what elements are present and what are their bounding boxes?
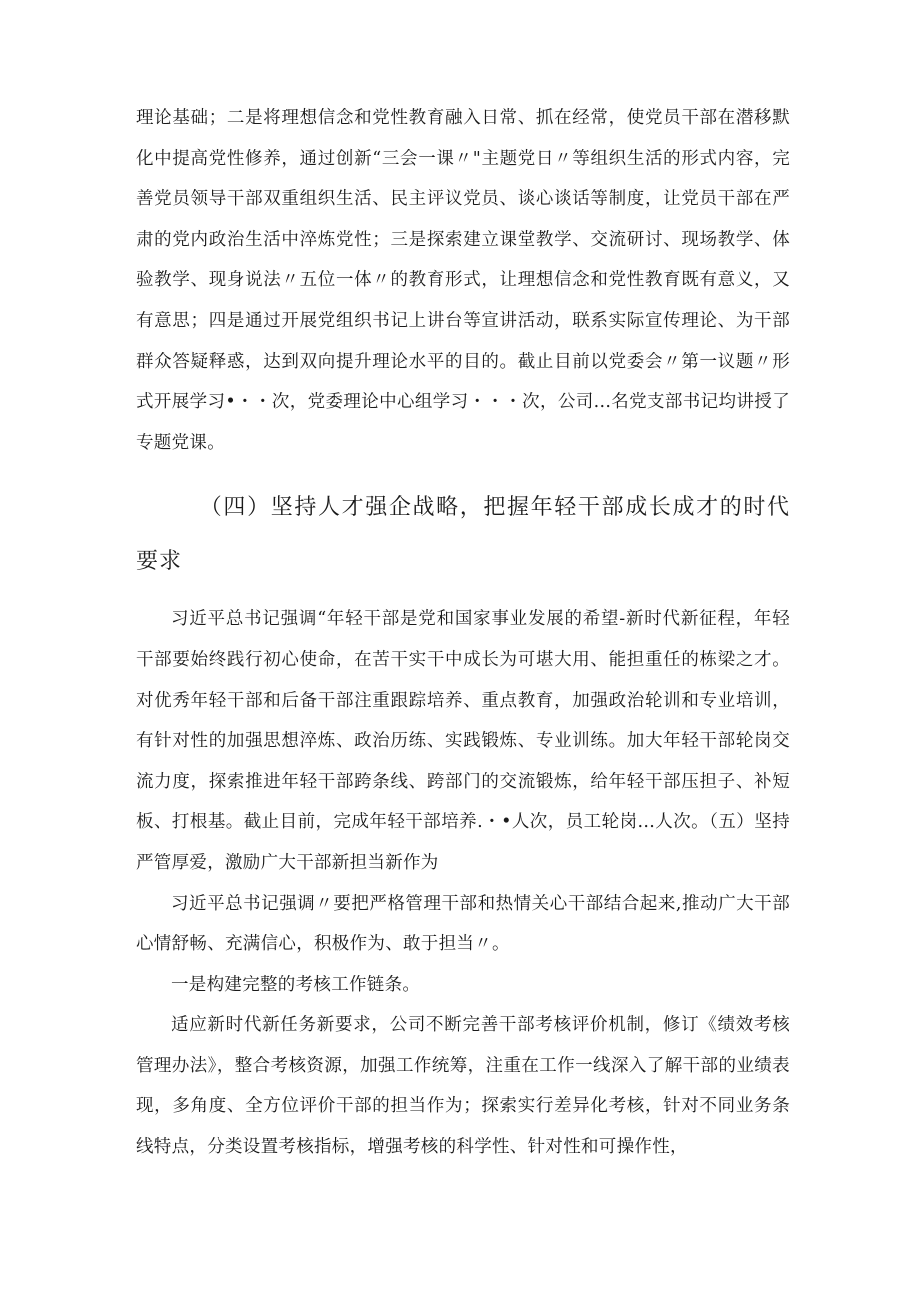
paragraph-young-cadres: 习近平总书记强调“年轻干部是党和国家事业发展的希望-新时代新征程，年轻干部要始终践行初心使命，在苦干实干中成长为可堪大用、能担重任的栋梁之才。对优秀年轻干部和后备干部注重跟踪培养、重点教育，加强政治轮训和专业培训，有针对性的加强思想淬炼、政治历练、实践锻炼、专业训练。加大年轻干部轮岗交流力度，探索推进年轻干部跨条线、跨部门的交流锻炼，给年轻干部压担子、补短板、打根基。截止目前，完成年轻干部培养.・•人次，员工轮岗...人次。（五）坚持严管厚爱，激励广大干部新担当新作为 [136, 609, 790, 873]
section-heading-four: （四）坚持人才强企战略，把握年轻干部成长成才的时代要求 [136, 495, 790, 575]
paragraph-assessment-chain-title: 一是构建完整的考核工作链条。 [171, 974, 421, 995]
paragraph-strict-management-quote: 习近平总书记强调〃要把严格管理干部和热情关心干部结合起来,推动广大干部心情舒畅、充满信心，积极作为、敢于担当〃。 [136, 893, 790, 955]
document-body [136, 98, 790, 1168]
paragraph-assessment-mechanism: 适应新时代新任务新要求，公司不断完善干部考核评价机制，修订《绩效考核管理办法》，整合考核资源，加强工作统筹，注重在工作一线深入了解干部的业绩表现，多角度、全方位评价干部的担当作为；探索实行差异化考核，针对不同业务条线特点，分类设置考核指标，增强考核的科学性、针对性和可操作性， [136, 1015, 790, 1158]
paragraph-theory-foundation: 理论基础；二是将理想信念和党性教育融入日常、抓在经常，使党员干部在潜移默化中提高党性修养，通过创新“三会一课〃"主题党日〃等组织生活的形式内容，完善党员领导干部双重组织生活、民主评议党员、谈心谈话等制度，让党员干部在严肃的党内政治生活中淬炼党性；三是探索建立课堂教学、交流研讨、现场教学、体验教学、现身说法〃五位一体〃的教育形式，让理想信念和党性教育既有意义，又有意思；四是通过开展党组织书记上讲台等宣讲活动，联系实际宣传理论、为干部群众答疑释惑，达到双向提升理论水平的目的。截止目前以党委会〃第一议题〃形式开展学习•・・次，党委理论中心组学习・・・次，公司...名党支部书记均讲授了专题党课。 [136, 108, 790, 453]
